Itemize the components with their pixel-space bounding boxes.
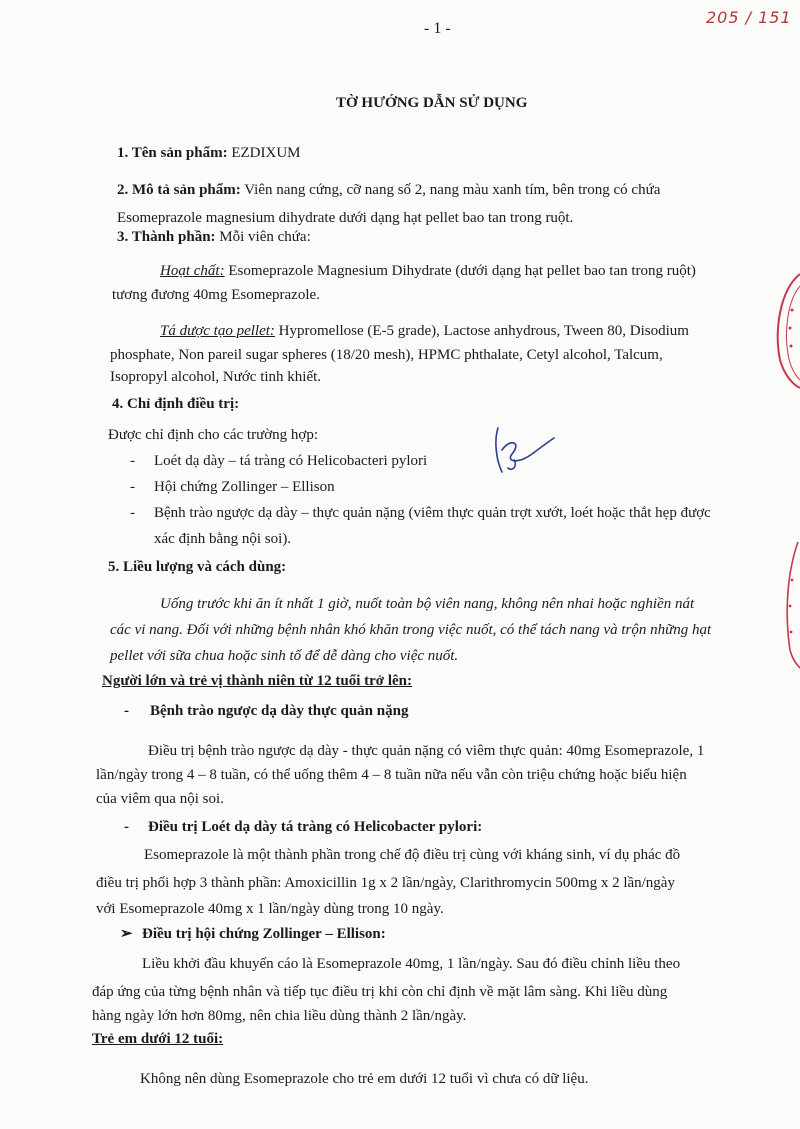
page-title: TỜ HƯỚNG DẪN SỬ DỤNG (336, 95, 528, 111)
active-ingredient-line-2: tương đương 40mg Esomeprazole. (112, 287, 320, 303)
bullet-dash: - (124, 819, 129, 835)
section-3-intro: Mỗi viên chứa: (219, 229, 311, 245)
active-ingredient-text: Esomeprazole Magnesium Dihydrate (dưới dạng hạt pellet bao tan trong ruột) (228, 263, 696, 279)
section-2-text: Viên nang cứng, cỡ nang số 2, nang màu xanh tím, bên trong có chứa (244, 182, 661, 198)
h-pylori-text-line-1: Esomeprazole là một thành phần trong chế độ điều trị cùng với kháng sinh, ví dụ phác đồ (144, 847, 681, 863)
handwritten-reference: 205 / 151 (706, 8, 792, 27)
indication-item-continued: xác định bằng nội soi). (154, 531, 292, 547)
zollinger-ellison-text-line-2: đáp ứng của từng bệnh nhân và tiếp tục điều trị khi còn chỉ định về mặt lâm sàng. Khi liều dùng (92, 984, 668, 1000)
section-3-label: 3. Thành phần: (117, 229, 216, 245)
arrow-bullet-icon: ➢ (120, 926, 133, 942)
section-4-label: 4. Chỉ định điều trị: (112, 396, 240, 412)
h-pylori-heading: Điều trị Loét dạ dày tá tràng có Helicobacter pylori: (148, 819, 483, 835)
excipient-line-1 (160, 322, 689, 340)
red-stamp-fragment (776, 540, 800, 670)
bullet-dash: - (130, 453, 135, 469)
usage-note-line-3: pellet với sữa chua hoặc sinh tố để dễ dàng cho việc nuốt. (110, 648, 459, 664)
bullet-dash: - (124, 703, 129, 719)
section-1 (117, 144, 301, 162)
section-2-line-1 (117, 181, 660, 199)
section-3-heading (117, 228, 311, 246)
adult-dosing-heading: Người lớn và trẻ vị thành niên từ 12 tuổi trở lên: (102, 673, 413, 689)
zollinger-ellison-text-line-1: Liều khởi đầu khuyến cáo là Esomeprazole 40mg, 1 lần/ngày. Sau đó điều chỉnh liều theo (142, 956, 681, 972)
indication-item: Bệnh trào ngược dạ dày – thực quản nặng (viêm thực quản trợt xướt, loét hoặc thắt hẹp được (154, 505, 711, 521)
children-heading: Trẻ em dưới 12 tuổi: (92, 1031, 224, 1047)
zollinger-ellison-text-line-3: hàng ngày lớn hơn 80mg, nên chia liều dùng thành 2 lần/ngày. (92, 1008, 467, 1024)
gerd-text-line-2: lần/ngày trong 4 – 8 tuần, có thể uống thêm 4 – 8 tuần nữa nếu vẫn còn triệu chứng hoặc biểu hiện (96, 767, 687, 783)
section-2-line-2: Esomeprazole magnesium dihydrate dưới dạng hạt pellet bao tan trong ruột. (117, 210, 574, 226)
section-4-intro: Được chỉ định cho các trường hợp: (108, 427, 318, 443)
zollinger-ellison-heading: Điều trị hội chứng Zollinger – Ellison: (142, 926, 386, 942)
bullet-dash: - (130, 505, 135, 521)
active-ingredient-label: Hoạt chất: (160, 263, 225, 279)
product-name: EZDIXUM (231, 145, 301, 161)
section-5-label: 5. Liều lượng và cách dùng: (108, 559, 287, 575)
h-pylori-text-line-2: điều trị phối hợp 3 thành phần: Amoxicillin 1g x 2 lần/ngày, Clarithromycin 500mg x 2 lần/ngày (96, 875, 675, 891)
section-1-label: 1. Tên sản phẩm: (117, 145, 228, 161)
page-number: - 1 - (424, 20, 451, 37)
section-2-label: 2. Mô tả sản phẩm: (117, 182, 241, 198)
indication-item: Hội chứng Zollinger – Ellison (154, 479, 335, 495)
excipient-line-3: Isopropyl alcohol, Nước tinh khiết. (110, 369, 322, 385)
red-stamp-fragment (770, 270, 800, 390)
excipient-line-2: phosphate, Non pareil sugar spheres (18/20 mesh), HPMC phthalate, Cetyl alcohol, Talcum, (110, 347, 663, 363)
signature-mark (488, 420, 558, 484)
h-pylori-text-line-3: với Esomeprazole 40mg x 1 lần/ngày dùng trong 10 ngày. (96, 901, 444, 917)
indication-item: Loét dạ dày – tá tràng có Helicobacteri pylori (154, 453, 428, 469)
bullet-dash: - (130, 479, 135, 495)
excipient-text: Hypromellose (E-5 grade), Lactose anhydrous, Tween 80, Disodium (278, 323, 689, 339)
gerd-heading: Bệnh trào ngược dạ dày thực quản nặng (150, 703, 409, 719)
active-ingredient-line-1 (160, 262, 696, 280)
usage-note-line-2: các vi nang. Đối với những bệnh nhân khó khăn trong việc nuốt, có thể tách nang và trộn những hạt (110, 622, 712, 638)
usage-note-line-1: Uống trước khi ăn ít nhất 1 giờ, nuốt toàn bộ viên nang, không nên nhai hoặc nghiền nát (160, 596, 695, 612)
children-text: Không nên dùng Esomeprazole cho trẻ em dưới 12 tuổi vì chưa có dữ liệu. (140, 1071, 589, 1087)
excipient-label: Tá dược tạo pellet: (160, 323, 275, 339)
gerd-text-line-1: Điều trị bệnh trào ngược dạ dày - thực quản nặng có viêm thực quản: 40mg Esomeprazole, 1 (148, 743, 705, 759)
gerd-text-line-3: của viêm qua nội soi. (96, 791, 224, 807)
